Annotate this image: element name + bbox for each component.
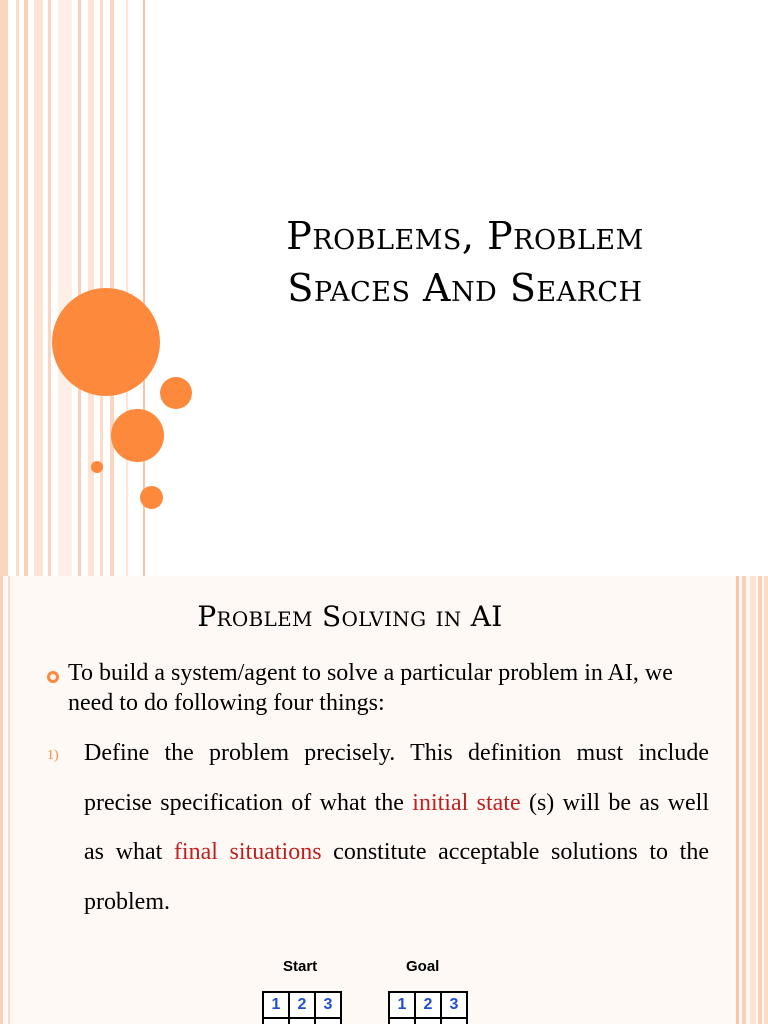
decor-stripe — [78, 0, 81, 576]
slide-title: Problem Solving in AI — [197, 600, 503, 633]
start-label: Start — [283, 958, 318, 975]
bullet-ring-icon — [47, 671, 59, 683]
initial-state-highlight: initial state — [412, 789, 521, 816]
slide-title — [230, 210, 700, 314]
goal-label: Goal — [406, 958, 440, 975]
puzzle-tile: 2 — [416, 993, 440, 1017]
decor-stripe — [742, 576, 746, 1024]
title-line-2: Spaces And Search — [287, 266, 643, 310]
decor-stripe — [48, 0, 51, 576]
puzzle-tile: 1 — [390, 993, 414, 1017]
puzzle-tile-partial — [390, 1019, 414, 1024]
puzzle-tile: 3 — [442, 993, 466, 1017]
goal-puzzle-grid — [388, 991, 468, 1024]
decor-stripe — [0, 0, 8, 576]
start-puzzle-grid — [262, 991, 342, 1024]
puzzle-tile: 1 — [264, 993, 288, 1017]
puzzle-tile-partial — [316, 1019, 340, 1024]
decor-circle-tiny — [91, 461, 103, 473]
decor-circle — [160, 377, 192, 409]
decor-stripe — [8, 576, 10, 1024]
decor-stripe — [34, 0, 43, 576]
decor-circle — [111, 409, 164, 462]
decor-stripe — [126, 0, 128, 576]
step-text-part: constitute acceptable solutions to the problem. — [84, 839, 709, 915]
decor-stripe — [750, 576, 756, 1024]
content-slide — [0, 576, 768, 1024]
decor-stripe — [736, 576, 739, 1024]
puzzle-tile: 2 — [290, 993, 314, 1017]
decor-stripe — [758, 576, 762, 1024]
decor-stripe — [24, 0, 28, 576]
step-text — [84, 729, 709, 927]
decor-stripe — [764, 576, 768, 1024]
puzzle-tile-partial — [416, 1019, 440, 1024]
decor-stripe — [58, 0, 72, 576]
puzzle-tile-partial — [290, 1019, 314, 1024]
step-text-part: (s) will be as well as what — [84, 789, 709, 865]
decor-circle-large — [52, 288, 160, 396]
puzzle-tile-partial — [442, 1019, 466, 1024]
step-text-part: Define the problem precisely. This definition must include precise specification of what the — [84, 740, 709, 816]
puzzle-tile-partial — [264, 1019, 288, 1024]
final-situations-highlight: final situations — [173, 839, 322, 865]
decor-stripe — [88, 0, 94, 576]
step-number: 1) — [47, 748, 59, 763]
title-line-1: Problems, Problem — [286, 214, 644, 258]
puzzle-tile: 3 — [316, 993, 340, 1017]
decor-stripe — [16, 0, 19, 576]
bullet-text: To build a system/agent to solve a particular problem in AI, we need to do following four things: — [68, 660, 673, 716]
decor-circle — [140, 486, 163, 509]
decor-stripe — [0, 576, 3, 1024]
